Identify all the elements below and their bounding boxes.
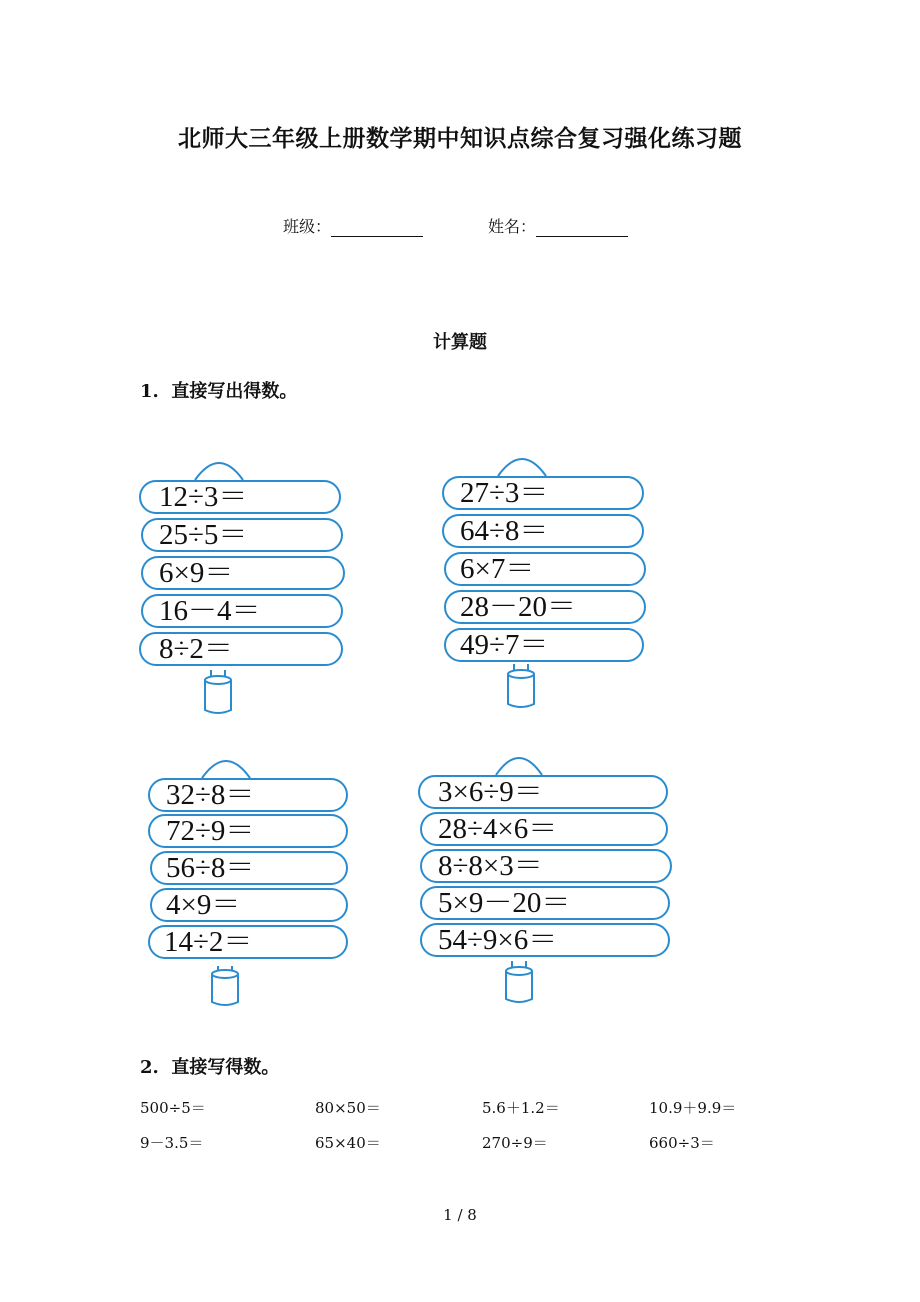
question-1 <box>140 377 297 403</box>
expression: 12÷3＝ <box>159 481 248 513</box>
expression-pill <box>141 556 345 590</box>
calc-item: 80×50＝ <box>315 1099 381 1117</box>
name-field <box>488 214 628 237</box>
expression: 14÷2＝ <box>164 926 253 958</box>
expression-pill <box>420 812 668 846</box>
expression-pill <box>148 925 348 959</box>
expression-pill <box>150 888 348 922</box>
expression-pill <box>420 849 672 883</box>
expression: 64÷8＝ <box>460 515 549 547</box>
sign-board-3 <box>146 756 352 1016</box>
class-field <box>283 214 423 237</box>
expression: 28－20＝ <box>460 591 577 623</box>
expression: 6×7＝ <box>460 553 535 585</box>
expression: 28÷4×6＝ <box>438 813 558 845</box>
expression-pill <box>420 886 670 920</box>
expression-pill <box>148 778 348 812</box>
sign-board-2 <box>442 454 648 714</box>
calc-item: 500÷5＝ <box>140 1099 206 1117</box>
expression: 27÷3＝ <box>460 477 549 509</box>
calc-item: 5.6＋1.2＝ <box>482 1099 560 1117</box>
calc-item: 9－3.5＝ <box>140 1134 204 1152</box>
question-2-text: 直接写得数。 <box>171 1057 280 1078</box>
expression-pill <box>442 514 644 548</box>
expression: 3×6÷9＝ <box>438 776 543 808</box>
question-1-text: 直接写出得数。 <box>171 381 298 402</box>
expression-pill <box>150 851 348 885</box>
expression: 49÷7＝ <box>460 629 549 661</box>
expression: 32÷8＝ <box>166 779 255 811</box>
expression: 54÷9×6＝ <box>438 924 558 956</box>
question-2 <box>140 1053 279 1079</box>
question-1-number: 1. <box>140 381 159 402</box>
sign-board-4 <box>418 753 672 1013</box>
expression-pill <box>420 923 670 957</box>
expression: 25÷5＝ <box>159 519 248 551</box>
name-label: 姓名： <box>488 217 537 236</box>
expression-pill <box>444 628 644 662</box>
calc-item: 270÷9＝ <box>482 1134 548 1152</box>
expression: 8÷2＝ <box>159 633 233 665</box>
expression-pill <box>442 476 644 510</box>
expression-pill <box>141 518 343 552</box>
expression-pill <box>139 632 343 666</box>
calc-item: 65×40＝ <box>315 1134 381 1152</box>
expression-pill <box>444 590 646 624</box>
expression: 56÷8＝ <box>166 852 255 884</box>
expression: 4×9＝ <box>166 889 241 921</box>
expression: 6×9＝ <box>159 557 234 589</box>
page-number: 1 / 8 <box>443 1206 477 1224</box>
expression: 16－4＝ <box>159 595 261 627</box>
expression: 8÷8×3＝ <box>438 850 543 882</box>
expression: 5×9－20＝ <box>438 887 571 919</box>
calc-item: 660÷3＝ <box>649 1134 715 1152</box>
name-blank[interactable] <box>536 218 628 237</box>
page-title: 北师大三年级上册数学期中知识点综合复习强化练习题 <box>178 125 742 152</box>
expression-pill <box>139 480 341 514</box>
class-blank[interactable] <box>331 218 423 237</box>
expression-pill <box>141 594 343 628</box>
calc-item: 10.9＋9.9＝ <box>649 1099 737 1117</box>
section-title: 计算题 <box>433 332 487 353</box>
expression: 72÷9＝ <box>166 815 255 847</box>
expression-pill <box>444 552 646 586</box>
class-label: 班级： <box>283 217 332 236</box>
expression-pill <box>418 775 668 809</box>
sign-board-1 <box>139 458 345 718</box>
expression-pill <box>148 814 348 848</box>
question-2-number: 2. <box>140 1057 159 1078</box>
